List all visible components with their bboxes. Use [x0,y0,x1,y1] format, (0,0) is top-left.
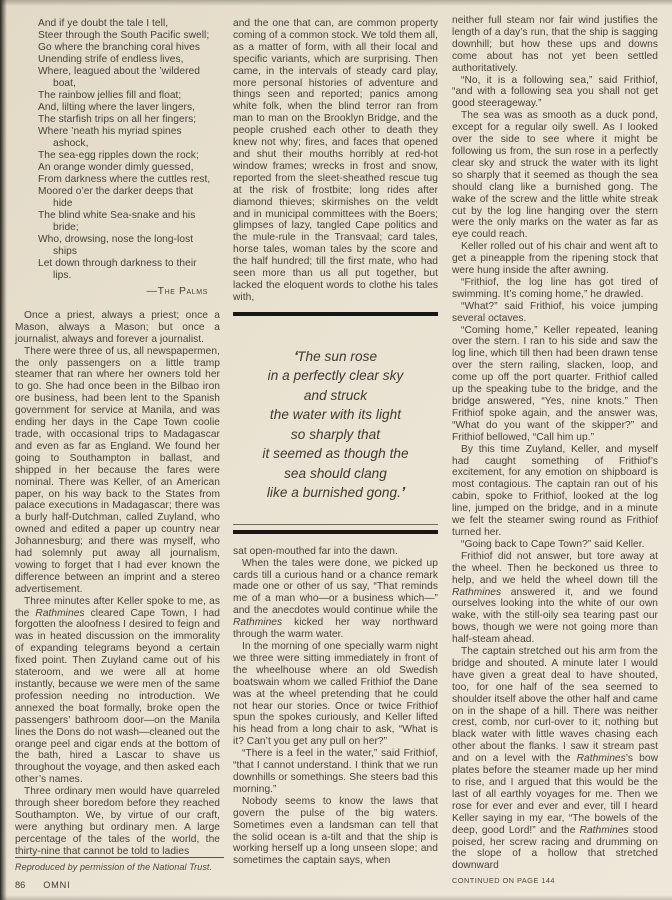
scan-edge-bottom [0,895,672,900]
paragraph: “There is a feel in the water,” said Frithiof, “that I cannot understand. I think that we run downhills or somethings. She steers bad this morning.” [233,748,438,795]
column-middle-bottom-paragraphs [233,546,438,867]
poem-line: Let down through darkness to their [38,258,197,269]
paragraph: The captain stretched out his arm from the bridge and shouted. A minute later I would have given a great deal to have shouted, too, for one half of the sea seemed to shoulder itself above the other half and came on in the shape of a hill. There was neither crest, comb, nor curl-over to it; nothing but black water with little waves chasing each other about the flanks. I saw it stream past and on a level with the Rathmines’s bow plates before the steamer made up her mind to rise, and I argued that this would be the last of all earthly voyages for me. Then we rose for ever and ever and ever, till I heard Keller saying in my ear, “The bowels of the deep, good Lord!” and the Rathmines stood poised, her screw racing and drumming on the slope of a hollow that stretched downward [452,646,658,872]
close-quote-ornament: ’ [400,484,405,502]
poem-line: Unending strife of endless lives, [38,54,184,65]
paragraph: “Going back to Cape Town?” said Keller. [461,538,645,550]
pull-quote-line: ‘The sun rose [293,347,378,365]
poem-line: Where ’neath his myriad spines [38,126,182,137]
paragraph: Nobody seems to know the laws that govern the pulse of the big waters. Sometimes even a landsman can tell that the solid ocean is a-tilt and that the ship is working herself up a long unseen slope; and sometimes the captain says, when [233,795,438,867]
poem-line: boat, [53,78,76,89]
paragraph: Three ordinary men would have quarreled through sheer boredom before they reached Southampton. We, by virtue of our craft, were anything but ordinary men. A large percentage of the tales of the world, the thirty-nine that cannot be told to ladies [15,786,220,857]
poem-line: ships [53,246,78,257]
paragraph: The sea was as smooth as a duck pond, except for a regular oily swell. As I looked over the side to see where it might be following us from, the sun rose in a perfectly clear sky and struck the water with its light so sharply that it seemed as though the sea should clang like a burnished gong. The wake of the screw and the little white streak cut by the log line hanging over the stern were the only marks on the water as far as eye could reach. [452,110,658,241]
poem-line: Steer through the South Pacific swell; [38,30,210,41]
poem-line: The blind white Sea-snake and his [38,210,196,221]
paragraph: By this time Zuyland, Keller, and myself had caught something of Frithiof’s excitement, for any emotion on shipboard is most contagious. The captain ran out of his cabin, spoke to Frithiof, looked at the log line, jumped on the bridge, and in a minute we felt the steamer swing round as Frithiof turned her. [452,443,658,538]
poem-line: Moored o’er the darker deeps that [38,186,194,197]
poem-line: lips. [53,270,72,281]
paragraph: In the morning of one specially warm night we three were sitting immediately in front of the wheelhouse where an old Swedish boatswain whom we called Frithiof the Dane was at the wheel pretending that he could not hear our stories. Once or twice Frithiof spun the spokes curiously, and Keller lifted his head from a long chair to ask, “What is it? Can’t you get any pull on her?” [233,641,438,748]
poem-line: hide [53,198,73,209]
continued-notice: CONTINUED ON PAGE 144 [452,876,555,885]
poem-line: From darkness where the cuttles rest, [38,174,211,185]
paragraph: “No, it is a following sea,” said Frithiof, “and with a following sea you shall not get good steerageway.” [452,74,658,110]
pull-quote-line: in a perfectly clear sky [267,368,404,384]
pull-quote-line: the water with its light [269,407,402,423]
divider-below-pullquote-thin [233,524,438,525]
open-quote-ornament: ‘ [293,347,298,365]
paragraph: “Frithiof, the log line has got tired of swimming. It’s coming home,” he drawled. [452,276,658,300]
poem-line: Who, drowsing, nose the long-lost [38,234,194,245]
page-number: 86 [15,880,26,890]
paragraph: Keller rolled out of his chair and went aft to get a pineapple from the ripening stock that were hung inside the after awning. [452,241,658,277]
poem-line: And if ye doubt the tale I tell, [38,18,169,29]
pull-quote-line: so sharply that [290,426,381,442]
divider-above-pullquote [233,312,438,316]
scan-edge-left [0,0,7,900]
pull-quote-line: sea should clang [284,465,387,481]
pull-quote-line: like a burnished gong.’ [266,484,405,502]
pull-quote [237,347,434,503]
magazine-name: OMNI [43,880,71,890]
column-left-paragraphs [15,310,220,858]
paragraph: Once a priest, always a priest; once a Mason, always a Mason; but once a journalist, always and forever a journalist. [15,309,220,345]
poem-line: Go where the branching coral hives [38,42,200,53]
poem-line: Where, leagued about the ’wildered [38,66,200,77]
paragraph: Three minutes after Keller spoke to me, as the Rathmines cleared Cape Town, I had forgotten the aloofness I desired to feign and was in heated discussion on the immorality of expanding telegrams beyond a certain fixed point. Then Zuyland came out of his stateroom, and we were all at home instantly, because we were men of the same profession needing no introduction. We annexed the boat formally, broke open the passengers’ bathroom door—on the Manila lines the Dons do not wash—cleaned out the orange peel and cigar ends at the bottom of the bath, hired a Lascar to shave us throughout the voyage, and then asked each other’s names. [15,595,220,786]
poem-attribution: —The Palms [146,286,208,297]
divider-below-pullquote-thick [233,530,438,534]
paragraph: When the tales were done, we picked up cards till a curious hand or a chance remark made one or other of us say, “That reminds me of a man who—or a business which—” and the anecdotes would continue while the Rathmines kicked her way northward through the warm water. [233,557,438,641]
footer-folio [15,880,70,890]
poem-line: bride; [53,222,79,233]
column-left [15,18,220,858]
scan-edge-top [0,0,672,6]
column-middle-top-paragraphs [233,18,438,304]
poem-line: The rainbow jellies fill and float; [38,90,182,101]
footer-rule [15,857,224,858]
footer-credit: Reproduced by permission of the National Trust. [15,862,213,872]
pull-quote-line: and struck [303,387,368,403]
column-right [452,15,658,872]
paragraph: sat open-mouthed far into the dawn. [233,545,398,557]
paragraph: Frithiof did not answer, but tore away at the wheel. Then he beckoned us three to help, and we held the wheel down till the Rathmines answered it, and we found ourselves looking into the white of our own wake, with the still-oily sea tearing past our bows, though we were not going more than half-steam ahead. [452,550,658,646]
poem-line: An orange wonder dimly guessed, [38,162,194,173]
poem-line: The sea-egg ripples down the rock; [38,150,199,161]
paragraph: neither full steam nor fair wind justifies the length of a day’s run, that the ship is sagging downhill; but how these ups and downs come about has not yet been settled authoritatively. [452,15,658,74]
poem-line: The starfish trips on all her fingers; [38,114,197,125]
pull-quote-line: it seemed as though the [262,446,409,462]
paragraph: “Coming home,” Keller repeated, leaning over the stern. I ran to his side and saw the log line, which till then had been drawn tense over the stern railing, slacken, loop, and come up off the port quarter. Frithiof called up the speaking tube to the bridge, and the bridge answered, “Yes, nine knots.” Then Frithiof spoke again, and the answer was, “What do you want of the skipper?” and Frithiof bellowed, “Call him up.” [452,324,658,443]
column-right-paragraphs [452,15,658,872]
poem-line: ashock, [53,138,89,149]
paragraph: There were three of us, all newspapermen, the only passengers on a little tramp steamer that ran where her owners told her to go. She had once been in the Bilbao iron ore business, had been lent to the Spanish government for service at Manila, and was ending her days in the Cape Town coolie trade, with occasional trips to Madagascar and even as far as England. We found her going to Southampton in ballast, and shipped in her because the fares were nominal. There was Keller, of an American paper, on his way back to the States from palace executions in Madagascar; there was a burly half-Dutchman, called Zuyland, who owned and edited a paper up country near Johannesburg; and there was myself, who had solemnly put away all journalism, vowing to forget that I had ever known the difference between an imprint and a stereo advertisement. [15,345,220,595]
paragraph: and the one that can, are common property coming of a common stock. We told them all, as a matter of form, with all their local and specific variants, which are surprising. Then came, in the intervals of steady card play, more personal histories of adventure and things seen and reported; panics among white folk, when the blind terror ran from man to man on the Brooklyn Bridge, and the people crushed each other to death they knew not why; fires, and faces that opened and shut their mouths horribly at red-hot window frames; wrecks in frost and snow, reported from the sleet-sheathed rescue tug at the risk of frostbite; long rides after diamond thieves; skirmishes on the veldt and in municipal committees with the Boers; glimpses of lazy, tangled Cape politics and the mule-rule in the Transvaal; card tales, horse tales, woman tales by the score and the half hundred; till the first mate, who had seen more than us all put together, but lacked the eloquent words to clothe his tales with, [233,18,438,303]
poem-line: And, lilting where the laver lingers, [38,102,196,113]
paragraph: “What?” said Frithiof, his voice jumping several octaves. [452,300,658,324]
poem [38,18,220,282]
column-middle [233,18,438,867]
